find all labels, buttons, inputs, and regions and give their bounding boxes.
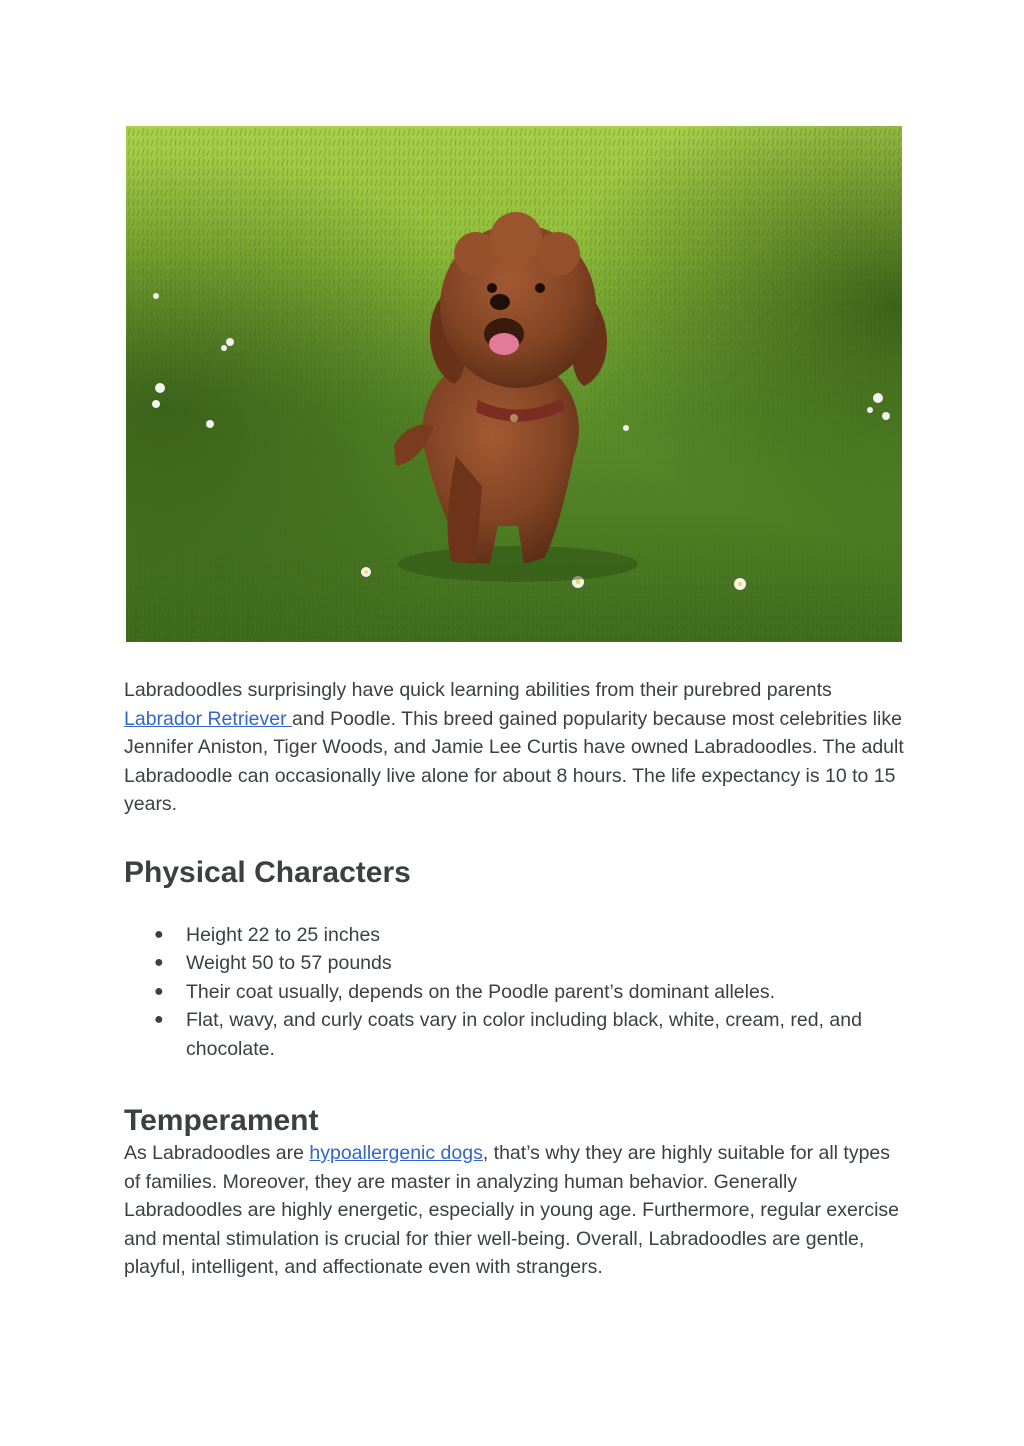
physical-characters-list	[124, 921, 904, 1064]
labrador-retriever-link[interactable]: Labrador Retriever	[124, 707, 292, 730]
list-item-text: Weight 50 to 57 pounds	[186, 952, 392, 974]
bullet-icon: ●	[154, 1011, 164, 1028]
bullet-icon: ●	[154, 982, 164, 1000]
temperament-text-start: As Labradoodles are	[124, 1142, 310, 1164]
hypoallergenic-dogs-link[interactable]: hypoallergenic dogs	[309, 1142, 483, 1164]
list-item-text: Flat, wavy, and curly coats vary in color including black, white, cream, red, and chocolate.	[186, 1009, 862, 1060]
bullet-icon: ●	[154, 954, 164, 971]
bullet-icon: ●	[154, 925, 164, 943]
temperament-text-end: , that’s why they are highly suitable for all types of families. Moreover, they are master in analyzing human behavior. Generally Labradoodles are highly energetic, especially in young age. Furthermore, regular exercise and mental stimulation is crucial for thier well-being. Overall, Labradoodles are gentle, playful, intelligent, and affectionate even with strangers.	[124, 1142, 900, 1278]
intro-paragraph	[124, 676, 904, 819]
list-item	[154, 949, 904, 978]
list-item-text: Height 22 to 25 inches	[186, 923, 381, 946]
intro-text-start: Labradoodles surprisingly have quick learning abilities from their purebred parents	[124, 679, 832, 701]
list-item	[154, 1006, 904, 1063]
intro-text-end: and Poodle. This breed gained popularity because most celebrities like Jennifer Aniston, Tiger Woods, and Jamie Lee Curtis have owned Labradoodles. The adult Labradoodle can occasionally live alone for about 8 hours. The life expectancy is 10 to 15 years.	[124, 707, 904, 815]
list-item	[154, 978, 904, 1007]
list-item-text: Their coat usually, depends on the Poodle parent’s dominant alleles.	[186, 980, 775, 1003]
list-item	[154, 921, 904, 950]
physical-characters-heading: Physical Characters	[124, 855, 411, 889]
dog-photo-icon	[126, 126, 902, 642]
temperament-paragraph	[124, 1139, 904, 1282]
article-content	[124, 676, 904, 1282]
dog-photo	[126, 126, 902, 642]
temperament-heading: Temperament	[124, 1104, 319, 1137]
